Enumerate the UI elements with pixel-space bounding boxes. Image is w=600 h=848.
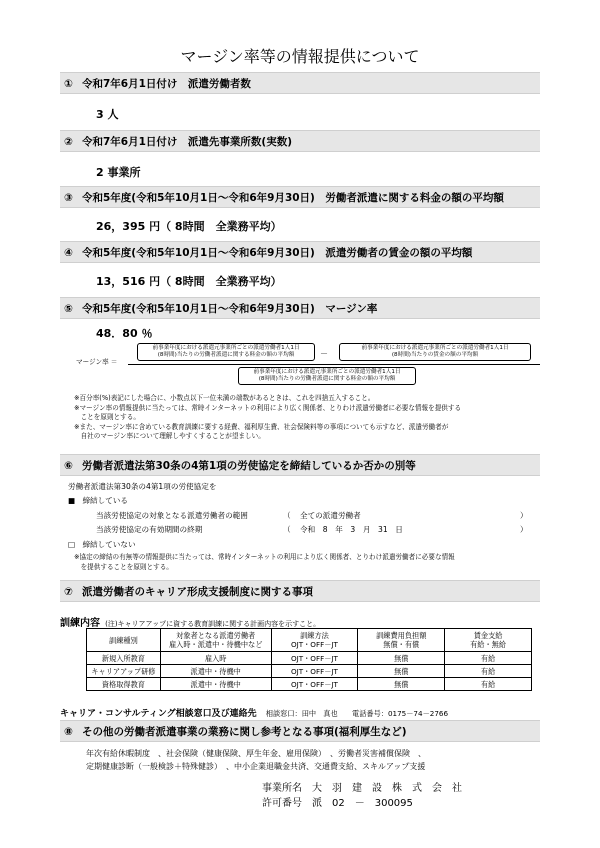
table-cell: 有給	[445, 665, 532, 678]
table-cell: 無償	[358, 652, 445, 665]
header-cell	[87, 629, 161, 652]
section-label: その他の労働者派遣事業の業務に関し参考となる事項(福利厚生など)	[82, 726, 407, 738]
margin-notes	[74, 394, 461, 442]
header-text: OJT・OFF－JT	[290, 640, 338, 649]
section-number: ④	[64, 247, 73, 259]
header-text: 訓練費用負担額	[376, 631, 427, 640]
section-number: ⑦	[64, 586, 73, 598]
career-consult-contact: 相談窓口：田中 真也 電話番号：0175－74－2766	[265, 709, 449, 718]
formula-text: (8時間)当たりの賃金の額の平均額	[391, 352, 479, 358]
section-label: 令和5年度(令和5年10月1日～令和6年9月30日) マージン率	[82, 303, 378, 315]
training-table	[86, 628, 532, 691]
formula-text: (8時間)当たりの労働者派遣に関する料金の額の平均額	[157, 352, 295, 358]
option-label: 締結していない	[82, 540, 136, 549]
note-line: 自社のマージン率について理解しやすくすることが望ましい。	[74, 432, 265, 440]
table-cell: キャリアアップ研修	[87, 665, 161, 678]
section-6-header	[60, 454, 540, 476]
agreement-term-label: 当該労使協定の有効期間の終期	[96, 525, 203, 534]
welfare-line-1: 年次有給休暇制度 、社会保険（健康保険、厚生年金、雇用保険） 、労働者災害補償保険 、	[86, 749, 426, 758]
agreement-scope-close: ）	[520, 511, 528, 520]
section-8-header	[60, 720, 540, 742]
formula-text: 前事業年度における派遣元事業所ごとの派遣労働者1人1日	[253, 369, 401, 375]
header-cell	[358, 629, 445, 652]
section-5-header	[60, 297, 540, 319]
header-cell	[160, 629, 271, 652]
agreement-intro: 労働者派遣法第30条の4第1項の労使協定を	[68, 482, 217, 491]
header-cell	[445, 629, 532, 652]
checked-box-icon: ■	[68, 496, 76, 505]
note-line: ※また、マージン率に含めている教育訓練に要する経費、福利厚生費、社会保険料等の事項についても示すなど、派遣労働者が	[74, 422, 449, 431]
header-text: 賃金支給	[473, 631, 503, 640]
header-text: 有給・無給	[470, 640, 507, 649]
table-cell: OJT・OFF－JT	[271, 652, 358, 665]
table-cell: 有給	[445, 678, 532, 691]
career-consult-row	[60, 701, 448, 720]
table-cell: 無償	[358, 678, 445, 691]
header-text: 雇入時・派遣中・待機中など	[168, 640, 263, 649]
unchecked-box-icon: □	[68, 540, 76, 549]
note-line: ことを原則とする。	[74, 413, 140, 421]
fee-average-value: 26，395 円（ 8時間 全業務平均）	[96, 220, 282, 233]
section-7-header	[60, 580, 540, 602]
section-label: 令和5年度(令和5年10月1日～令和6年9月30日) 労働者派遣に関する料金の額の平均額	[82, 192, 504, 204]
formula-text: 前事業年度における派遣元事業所ごとの派遣労働者1人1日	[361, 345, 509, 351]
agreement-note	[74, 553, 455, 572]
formula-numerator-box-2	[339, 343, 531, 361]
option-label: 締結している	[82, 496, 128, 505]
section-label: 労働者派遣法第30条の4第1項の労使協定を締結しているか否かの別等	[82, 460, 416, 472]
note-line: ※百分率(%)表記にした場合に、小数点以下一位未満の端数があるときは、これを四捨五入すること。	[74, 394, 375, 402]
header-text: 無償・有償	[383, 640, 420, 649]
agreement-term-close: ）	[520, 525, 528, 534]
section-4-header	[60, 241, 540, 263]
header-text: 対象者となる派遣労働者	[176, 631, 256, 640]
table-row	[87, 678, 532, 691]
agreement-scope-open: （	[283, 511, 291, 520]
training-heading: 訓練内容	[60, 618, 100, 629]
agreement-scope-value: 全ての派遣労働者	[300, 511, 361, 520]
table-cell: 雇入時	[160, 652, 271, 665]
section-2-header	[60, 130, 540, 152]
company-name: 事業所名 大 羽 建 設 株 式 会 社	[262, 783, 462, 794]
formula-text: (8時間)当たりの労働者派遣に関する料金の額の平均額	[258, 376, 396, 382]
office-count-value: 2 事業所	[96, 166, 141, 179]
section-number: ⑧	[64, 726, 73, 738]
section-label: 令和5年度(令和5年10月1日～令和6年9月30日) 派遣労働者の賃金の額の平均額	[82, 247, 473, 259]
section-label: 令和7年6月1日付け 派遣労働者数	[82, 78, 251, 90]
section-label: 令和7年6月1日付け 派遣先事業所数(実数)	[82, 136, 293, 148]
formula-numerator-box-1	[137, 343, 315, 361]
section-number: ③	[64, 192, 73, 204]
agreement-term-open: （	[283, 525, 291, 534]
license-number: 許可番号 派 02 － 300095	[262, 798, 413, 809]
margin-rate-value: 48．80 ％	[96, 327, 153, 340]
section-number: ⑥	[64, 460, 73, 472]
table-row	[87, 652, 532, 665]
training-table-header	[87, 629, 532, 652]
header-text: 訓練種別	[109, 635, 138, 645]
header-text: 訓練方法	[300, 631, 329, 640]
table-cell: 資格取得教育	[87, 678, 161, 691]
table-cell: 派遣中・待機中	[160, 678, 271, 691]
note-line: ※協定の締結の有無等の情報提供に当たっては、常時インターネットの利用により広く関係者、とりわけ派遣労働者に必要な情報	[74, 553, 455, 561]
formula-minus: －	[320, 349, 328, 358]
table-cell: 派遣中・待機中	[160, 665, 271, 678]
section-3-header	[60, 186, 540, 208]
table-cell: 無償	[358, 665, 445, 678]
training-heading-note: (注)キャリアアップに資する教育訓練に関する計画内容を示すこと。	[105, 620, 321, 628]
formula-text: 前事業年度における派遣元事業所ごとの派遣労働者1人1日	[152, 345, 300, 351]
section-label: 派遣労働者のキャリア形成支援制度に関する事項	[82, 586, 313, 598]
agreement-option-not-concluded	[68, 539, 136, 550]
agreement-term-value: 令和 8 年 3 月 31 日	[300, 525, 403, 534]
page-title: マージン率等の情報提供について	[180, 47, 420, 66]
agreement-option-concluded	[68, 495, 128, 506]
agreement-scope-label: 当該労使協定の対象となる派遣労働者の範囲	[96, 511, 248, 520]
table-cell: OJT・OFF－JT	[271, 678, 358, 691]
table-row	[87, 665, 532, 678]
table-cell: 新規入所教育	[87, 652, 161, 665]
section-number: ②	[64, 136, 73, 148]
section-1-header	[60, 72, 540, 94]
note-line: ※マージン率の情報提供に当たっては、常時インターネットの利用により広く関係者、とりわけ派遣労働者に必要な情報を提供する	[74, 403, 462, 412]
note-line: を提供することを原則とする。	[74, 562, 173, 571]
wage-average-value: 13，516 円（ 8時間 全業務平均）	[96, 275, 282, 288]
section-number: ⑤	[64, 303, 73, 315]
formula-denominator-box	[238, 367, 416, 385]
table-cell: OJT・OFF－JT	[271, 665, 358, 678]
career-consult-label: キャリア・コンサルティング相談窓口及び連絡先	[60, 709, 257, 719]
formula-lhs: マージン率 ＝	[76, 358, 118, 366]
table-cell: 有給	[445, 652, 532, 665]
header-cell	[271, 629, 358, 652]
fraction-line	[128, 364, 540, 365]
welfare-line-2: 定期健康診断（一般検診＋特殊健診） 、中小企業退職金共済、交通費支給、スキルアップ支援	[86, 762, 426, 771]
section-number: ①	[64, 78, 73, 90]
worker-count-value: 3 人	[96, 108, 119, 121]
